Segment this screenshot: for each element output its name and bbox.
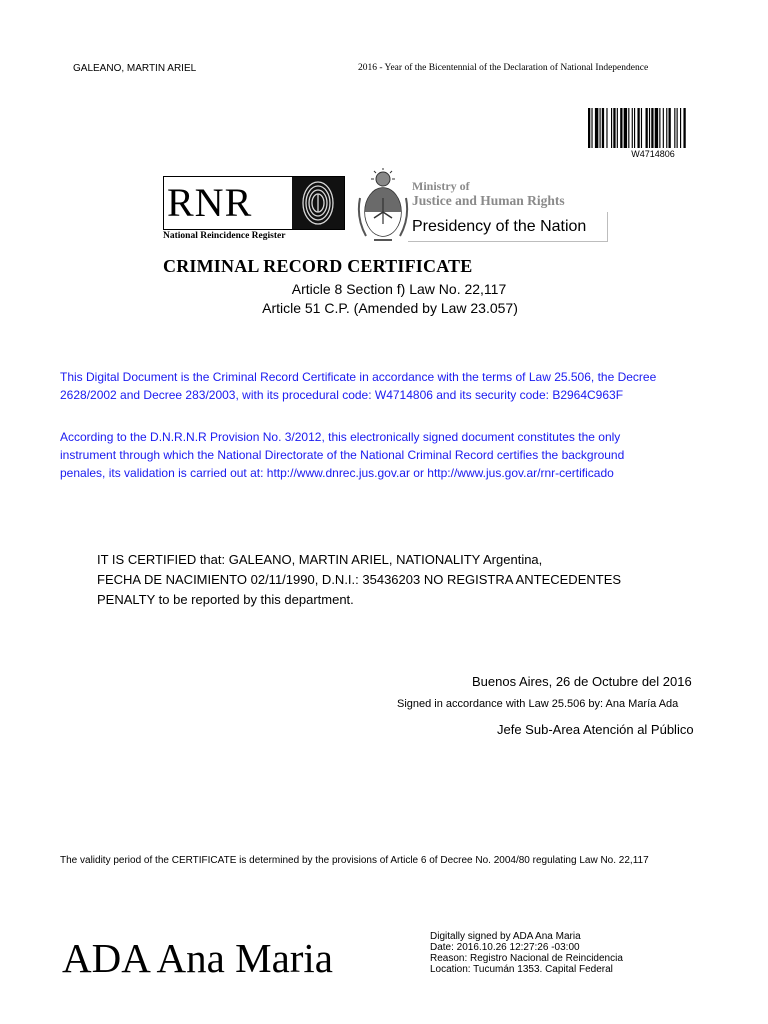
validity-notice: The validity period of the CERTIFICATE is determined by the provisions of Article 6 of Decree No. 2004/80 regulating Law No. 22,117: [60, 855, 649, 866]
ministry-of-label: Ministry of: [412, 179, 470, 193]
signature-name: ADA Ana Maria: [62, 935, 334, 981]
digital-signature-reason: Reason: Registro Nacional de Reincidencia: [430, 953, 623, 964]
digital-signature-block: [430, 931, 623, 975]
barcode-icon: [588, 108, 718, 148]
digital-signature-line-1: Digitally signed by ADA Ana Maria: [430, 931, 581, 942]
article-reference-1: Article 8 Section f) Law No. 22,117: [291, 281, 507, 297]
header-year-motto: 2016 - Year of the Bicentennial of the Declaration of National Independence: [358, 63, 649, 73]
certification-statement: [97, 550, 697, 610]
signed-by-line: Signed in accordance with Law 25.506 by: Ana María Ada: [397, 698, 679, 710]
header-person-name: GALEANO, MARTIN ARIEL: [73, 63, 197, 74]
certificate-title: CRIMINAL RECORD CERTIFICATE: [163, 256, 473, 276]
national-coat-of-arms-icon: [356, 168, 410, 246]
fingerprint-icon: [292, 177, 344, 229]
article-reference-2: Article 51 C.P. (Amended by Law 23.057): [262, 300, 518, 316]
certification-line-1: IT IS CERTIFIED that: GALEANO, MARTIN ARIEL, NATIONALITY Argentina,: [97, 552, 543, 567]
presidency-label: Presidency of the Nation: [408, 212, 608, 242]
digital-document-notice: This Digital Document is the Criminal Record Certificate in accordance with the terms of Law 25.506, the Decree 2628/2002 and Decree 283/2003, with its procedural code: W4714806 and its security code: B2964C963F: [60, 370, 657, 402]
certification-line-2: FECHA DE NACIMIENTO 02/11/1990, D.N.I.: 35436203 NO REGISTRA ANTECEDENTES: [97, 572, 622, 587]
barcode-code: W4714806: [631, 149, 675, 159]
digital-signature-location: Location: Tucumán 1353. Capital Federal: [430, 964, 613, 975]
signer-position: Jefe Sub-Area Atención al Público: [497, 722, 694, 737]
issue-date: Buenos Aires, 26 de Octubre del 2016: [472, 674, 692, 689]
digital-signature-date: Date: 2016.10.26 12:27:26 -03:00: [430, 942, 580, 953]
rnr-logo-text: RNR: [167, 180, 253, 225]
ministry-name: Justice and Human Rights: [412, 193, 565, 208]
rnr-subtitle: National Reincidence Register: [163, 231, 286, 241]
provision-notice: According to the D.N.R.N.R Provision No. 3/2012, this electronically signed document constitutes the only instrument through which the National Directorate of the National Criminal Record certifies the background penales, its validation is carried out at: http://www.dnrec.jus.gov.ar or http://www.jus.gov.ar/rnr-certificado: [60, 430, 625, 480]
certification-line-3: PENALTY to be reported by this department.: [97, 592, 354, 607]
rnr-logo: [163, 176, 345, 230]
